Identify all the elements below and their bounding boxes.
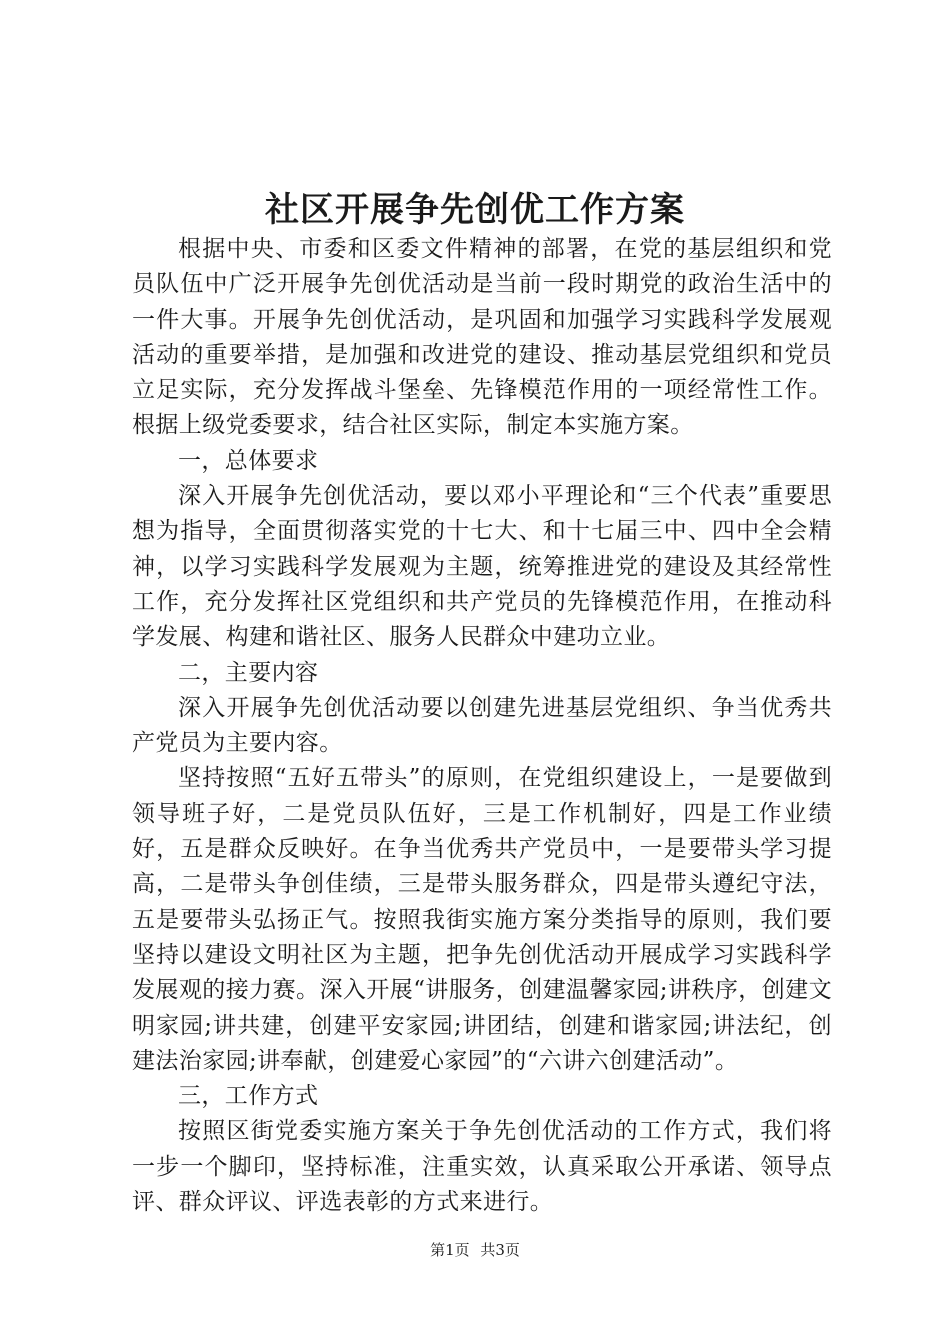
document-title: 社区开展争先创优工作方案 [265,190,685,230]
section-heading-main-content: 二，主要内容 [178,659,319,686]
paragraph-work-method: 按照区街党委实施方案关于争先创优活动的工作方式，我们将一步一个脚印，坚持标准，注重实效，认真采取公开承诺、领导点评、群众评议、评选表彰的方式来进行。 [132,1118,832,1216]
paragraph-main-content: 深入开展争先创优活动要以创建先进基层党组织、争当优秀共产党员为主要内容。 [132,694,832,757]
page-number: 第1页 共3页 [430,1241,520,1259]
paragraph-intro: 根据中央、市委和区委文件精神的部署，在党的基层组织和党员队伍中广泛开展争先创优活动是当前一段时期党的政治生活中的一件大事。开展争先创优活动，是巩固和加强学习实践科学发展观活动的重要举措，是加强和改进党的建设、推动基层党组织和党员立足实际，充分发挥战斗堡垒、先锋模范作用的一项经常性工作。根据上级党委要求，结合社区实际，制定本实施方案。 [132,236,832,439]
section-heading-general-requirements: 一，总体要求 [178,447,319,474]
document-body [132,232,832,1220]
section-heading-work-method: 三，工作方式 [178,1083,319,1110]
paragraph-principles: 坚持按照“五好五带头”的原则，在党组织建设上，一是要做到领导班子好，二是党员队伍好，三是工作机制好，四是工作业绩好，五是群众反映好。在争当优秀共产党员中，一是要带头学习提高，二是带头争创佳绩，三是带头服务群众，四是带头遵纪守法，五是要带头弘扬正气。按照我街实施方案分类指导的原则，我们要坚持以建设文明社区为主题，把争先创优活动开展成学习实践科学发展观的接力赛。深入开展“讲服务，创建温馨家园;讲秩序，创建文明家园;讲共建，创建平安家园;讲团结，创建和谐家园;讲法纪，创建法治家园;讲奉献，创建爱心家园”的“六讲六创建活动”。 [132,765,832,1074]
paragraph-general-requirements: 深入开展争先创优活动，要以邓小平理论和“三个代表”重要思想为指导，全面贯彻落实党的十七大、和十七届三中、四中全会精神，以学习实践科学发展观为主题，统筹推进党的建设及其经常性工作，充分发挥社区党组织和共产党员的先锋模范作用，在推动科学发展、构建和谐社区、服务人民群众中建功立业。 [132,483,832,651]
